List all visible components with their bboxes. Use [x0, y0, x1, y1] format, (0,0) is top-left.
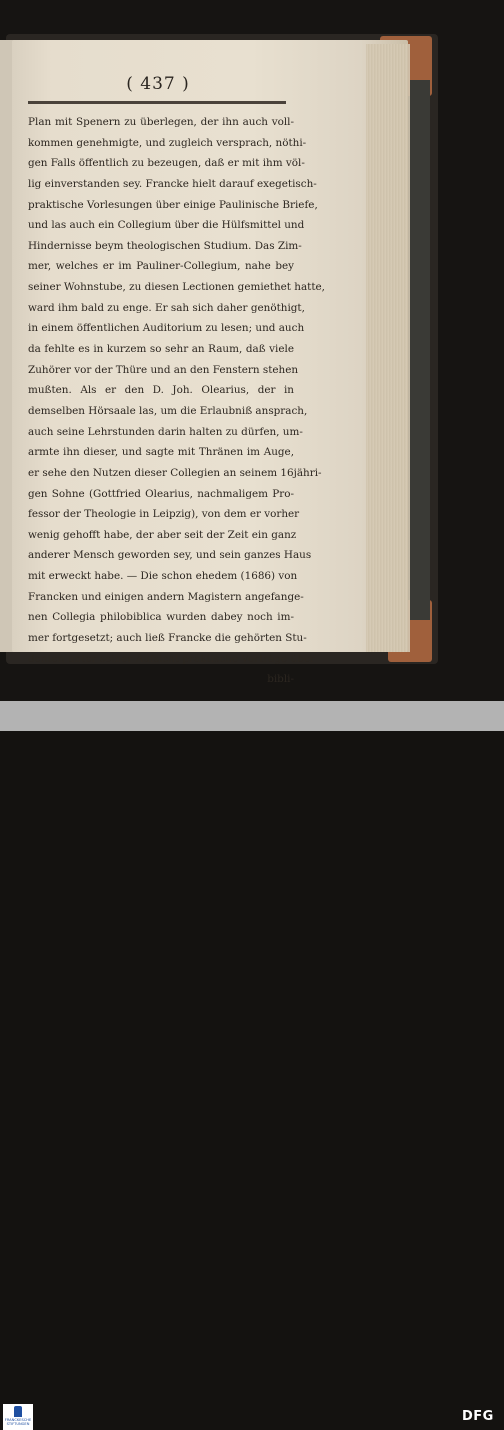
text-line: Hindernisse beym theologischen Studium. Das Zim-	[28, 239, 302, 252]
text-line: mit erweckt habe. — Die schon ehedem (1686) von	[28, 570, 298, 583]
text-line: da fehlte es in kurzem so sehr an Raum, daß viele	[28, 343, 294, 356]
text-line: auch seine Lehrstunden darin halten zu dürfen, um-	[28, 425, 303, 438]
viewer-footer	[0, 701, 504, 1426]
page-edges	[366, 44, 410, 652]
logo-text: FRANCKESCHE STIFTUNGEN	[4, 1418, 32, 1426]
scan-area	[0, 0, 504, 701]
page-number: ( 437 )	[126, 74, 190, 94]
text-line: gen Sohne (Gottfried Olearius, nachmaligem Pro-	[28, 487, 294, 500]
text-line: nen Collegia philobiblica wurden dabey noch im-	[28, 611, 294, 624]
text-line: praktische Vorlesungen über einige Paulinische Briefe,	[28, 198, 318, 211]
text-line: fessor der Theologie in Leipzig), von dem er vorher	[28, 508, 300, 521]
text-line: kommen genehmigte, und zugleich versprach, nöthi-	[28, 136, 307, 149]
text-line: armte ihn dieser, und sagte mit Thränen im Auge,	[28, 446, 294, 459]
header-rule	[28, 101, 286, 104]
text-line: gen Falls öffentlich zu bezeugen, daß er mit ihm völ-	[28, 157, 305, 170]
text-line: wenig gehofft habe, der aber seit der Zeit ein ganz	[28, 528, 297, 541]
body-text	[28, 112, 325, 690]
institution-logo[interactable]	[3, 1404, 33, 1430]
text-line: anderer Mensch geworden sey, und sein ganzes Haus	[28, 549, 312, 562]
text-line: denten unter seiner Aufsicht praktische Vorträge über	[28, 652, 315, 665]
logo-icon	[14, 1406, 22, 1417]
book-spine	[410, 80, 430, 620]
text-line: in einem öffentlichen Auditorium zu lesen; und auch	[28, 322, 305, 335]
text-line: er sehe den Nutzen dieser Collegien an seinem 16jähri-	[28, 466, 322, 479]
text-line: seiner Wohnstube, zu diesen Lectionen gemiethet hatte,	[28, 281, 325, 294]
text-line: mer fortgesetzt; auch ließ Francke die gehörten Stu-	[28, 632, 307, 645]
text-line: Zuhörer vor der Thüre und an den Fenstern stehen	[28, 363, 299, 376]
text-line: demselben Hörsaale las, um die Erlaubniß ansprach,	[28, 404, 308, 417]
text-line: mußten. Als er den D. Joh. Olearius, der in	[28, 384, 294, 397]
text-line: Francken und einigen andern Magistern angefange-	[28, 590, 304, 603]
text-line: ward ihm bald zu enge. Er sah sich daher genöthigt,	[28, 301, 305, 314]
text-line: Plan mit Spenern zu überlegen, der ihn auch voll-	[28, 116, 294, 128]
text-line: lig einverstanden sey. Francke hielt darauf exegetisch-	[28, 177, 317, 190]
catchword: bibli-	[267, 673, 294, 686]
text-line: mer, welches er im Pauliner-Collegium, nahe bey	[28, 260, 294, 273]
dfg-logo[interactable]: DFG	[462, 1409, 494, 1424]
text-line: und las auch ein Collegium über die Hülfsmittel und	[28, 219, 305, 232]
